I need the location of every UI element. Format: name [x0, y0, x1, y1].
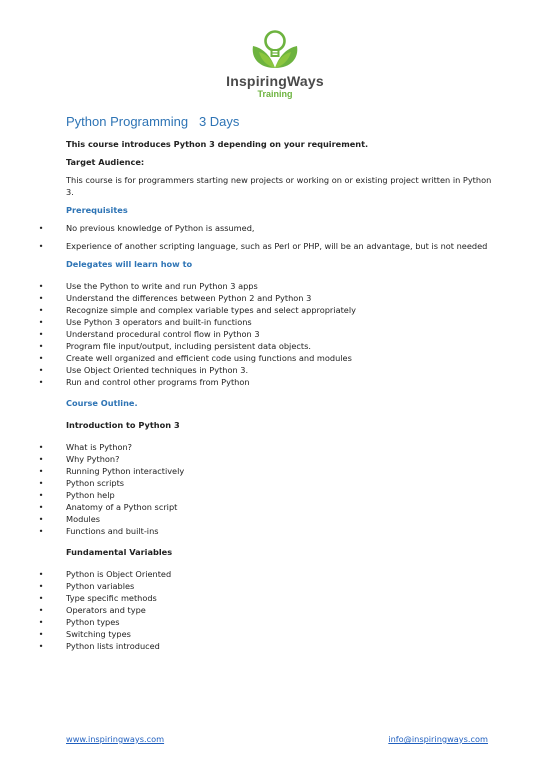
bullet-icon: • [38, 605, 44, 615]
section1-list [38, 441, 496, 537]
prerequisites-list [38, 222, 496, 252]
bullet-icon: • [38, 502, 44, 512]
bullet-icon: • [38, 629, 44, 639]
list-item: • Create well organized and efficient code using functions and modules [66, 352, 496, 364]
list-item: • Modules [66, 513, 496, 525]
bullet-icon: • [38, 454, 44, 464]
bullet-icon: • [38, 281, 44, 291]
bullet-icon: • [38, 223, 44, 233]
list-item: • Python lists introduced [66, 640, 496, 652]
list-item: • Understand the differences between Python 2 and Python 3 [66, 292, 496, 304]
bullet-icon: • [38, 641, 44, 651]
list-item: • Python types [66, 616, 496, 628]
learn-heading: Delegates will learn how to [66, 259, 193, 269]
bullet-icon: • [38, 353, 44, 363]
page-footer [66, 734, 488, 748]
list-item: • No previous knowledge of Python is assumed, [66, 222, 496, 234]
list-item: • Python scripts [66, 477, 496, 489]
website-link[interactable]: www.inspiringways.com [66, 734, 165, 744]
list-item: • Use Object Oriented techniques in Python 3. [66, 364, 496, 376]
list-item: • Python help [66, 489, 496, 501]
list-item: • Type specific methods [66, 592, 496, 604]
list-item: • Program file input/output, including persistent data objects. [66, 340, 496, 352]
bullet-icon: • [38, 442, 44, 452]
list-item: • Running Python interactively [66, 465, 496, 477]
document-content [38, 114, 496, 652]
section2-list [38, 568, 496, 652]
section-heading: Introduction to Python 3 [66, 420, 180, 430]
list-item: • Python variables [66, 580, 496, 592]
brand-name: InspiringWays [226, 73, 324, 89]
list-item: • Use Python 3 operators and built-in functions [66, 316, 496, 328]
lightbulb-leaves-icon [245, 28, 305, 72]
brand-logo [200, 28, 350, 108]
bullet-icon: • [38, 341, 44, 351]
prerequisites-heading: Prerequisites [66, 205, 128, 215]
bullet-icon: • [38, 293, 44, 303]
email-link[interactable]: info@inspiringways.com [388, 734, 488, 744]
bullet-icon: • [38, 365, 44, 375]
list-item: • Understand procedural control flow in Python 3 [66, 328, 496, 340]
list-item: • Operators and type [66, 604, 496, 616]
audience-heading: Target Audience: [66, 157, 145, 167]
bullet-icon: • [38, 241, 44, 251]
brand-subtitle: Training [257, 89, 293, 99]
list-item: • Use the Python to write and run Python 3 apps [66, 280, 496, 292]
list-item: • Python is Object Oriented [66, 568, 496, 580]
audience-text: This course is for programmers starting new projects or working on or existing project written in Python 3. [66, 175, 492, 197]
bullet-icon: • [38, 514, 44, 524]
section-heading: Fundamental Variables [66, 547, 173, 557]
bullet-icon: • [38, 317, 44, 327]
list-item: • Switching types [66, 628, 496, 640]
list-item: • Functions and built-ins [66, 525, 496, 537]
bullet-icon: • [38, 377, 44, 387]
bullet-icon: • [38, 581, 44, 591]
bullet-icon: • [38, 329, 44, 339]
list-item: • What is Python? [66, 441, 496, 453]
list-item: • Run and control other programs from Python [66, 376, 496, 388]
list-item: • Experience of another scripting language, such as Perl or PHP, will be an advantage, but is not needed [66, 240, 496, 252]
list-item: • Recognize simple and complex variable types and select appropriately [66, 304, 496, 316]
course-title: Python Programming 3 Days [66, 114, 240, 129]
list-item: • Why Python? [66, 453, 496, 465]
intro-text: This course introduces Python 3 depending on your requirement. [66, 139, 369, 149]
outline-heading: Course Outline. [66, 398, 138, 408]
bullet-icon: • [38, 617, 44, 627]
bullet-icon: • [38, 478, 44, 488]
bullet-icon: • [38, 490, 44, 500]
list-item: • Anatomy of a Python script [66, 501, 496, 513]
bullet-icon: • [38, 526, 44, 536]
bullet-icon: • [38, 466, 44, 476]
bullet-icon: • [38, 593, 44, 603]
bullet-icon: • [38, 569, 44, 579]
bullet-icon: • [38, 305, 44, 315]
learn-list [38, 280, 496, 388]
